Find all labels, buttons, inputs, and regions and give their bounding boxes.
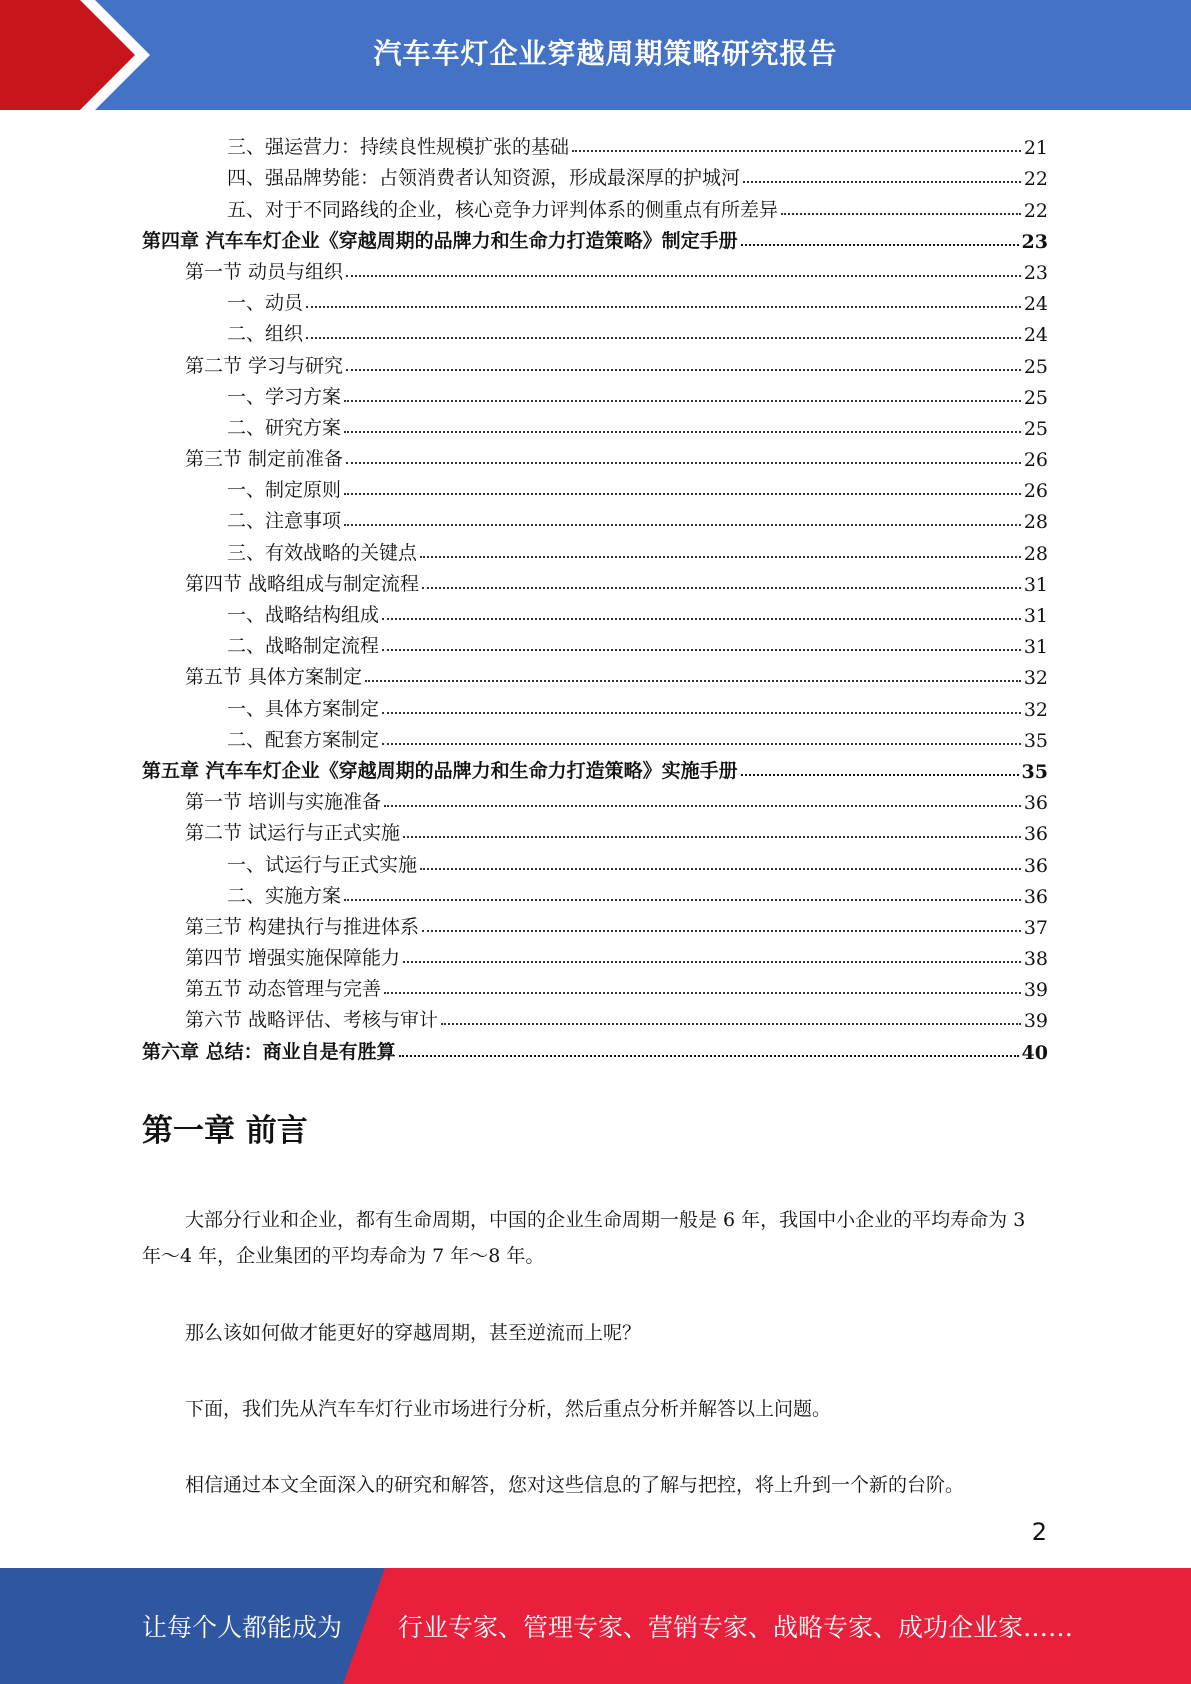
toc-dot-leader (382, 743, 1021, 745)
toc-entry-page: 31 (1023, 605, 1048, 627)
chapter-heading: 第一章 前言 (142, 1113, 308, 1149)
toc-entry-title: 四、强品牌势能：占领消费者认知资源，形成最深厚的护城河 (227, 167, 741, 190)
toc-dot-leader (384, 805, 1021, 807)
toc-entry[interactable] (142, 908, 1048, 939)
toc-entry-title: 第六节 战略评估、考核与审计 (185, 1009, 439, 1032)
toc-entry-page: 24 (1023, 324, 1048, 347)
report-title: 汽车车灯企业穿越周期策略研究报告 (373, 37, 838, 70)
toc-entry[interactable] (142, 284, 1048, 315)
toc-entry[interactable] (142, 471, 1048, 502)
toc-entry-page: 36 (1023, 885, 1048, 908)
toc-entry[interactable] (142, 502, 1048, 533)
toc-dot-leader (344, 493, 1021, 495)
toc-entry-title: 第一节 动员与组织 (185, 260, 344, 283)
intro-paragraph-4: 相信通过本文全面深入的研究和解答，您对这些信息的了解与把控，将上升到一个新的台阶。 (185, 1474, 965, 1496)
toc-entry-page: 37 (1023, 916, 1048, 939)
toc-entry-page: 31 (1023, 573, 1048, 596)
intro-paragraph-1: 大部分行业和企业，都有生命周期，中国的企业生命周期一般是 6 年，我国中小企业的平均寿命为 3 年～4 年，企业集团的平均寿命为 7 年～8 年。 (142, 1209, 1026, 1267)
toc-entry-page: 25 (1023, 386, 1048, 409)
toc-entry-page: 39 (1023, 1010, 1048, 1033)
toc-entry-page: 24 (1023, 293, 1048, 316)
toc-entry-page: 32 (1023, 667, 1048, 690)
toc-dot-leader (403, 836, 1021, 838)
toc-dot-leader (422, 930, 1021, 932)
toc-entry[interactable] (142, 346, 1048, 377)
toc-entry[interactable] (142, 877, 1048, 908)
toc-entry[interactable] (142, 596, 1048, 627)
toc-dot-leader (781, 213, 1021, 215)
toc-entry[interactable] (142, 409, 1048, 440)
page-footer (0, 1568, 1191, 1684)
page-header (0, 0, 1191, 110)
toc-entry-page: 36 (1023, 792, 1048, 815)
toc-entry[interactable] (142, 565, 1048, 596)
toc-dot-leader (344, 524, 1021, 526)
toc-entry-page: 28 (1023, 511, 1048, 534)
toc-entry[interactable] (142, 190, 1048, 221)
toc-entry[interactable] (142, 627, 1048, 658)
toc-entry-page: 21 (1023, 137, 1048, 160)
toc-entry-page: 23 (1023, 261, 1048, 284)
toc-entry-title: 第四节 增强实施保障能力 (185, 947, 401, 970)
toc-entry-title: 第三节 制定前准备 (185, 448, 344, 471)
toc-entry-page: 23 (1021, 230, 1048, 253)
toc-dot-leader (422, 587, 1021, 589)
toc-entry-title: 三、有效战略的关键点 (227, 541, 418, 564)
toc-entry-title: 二、战略制定流程 (227, 635, 380, 658)
toc-entry-title: 三、强运营力：持续良性规模扩张的基础 (227, 136, 570, 159)
toc-entry[interactable] (142, 752, 1048, 783)
toc-dot-leader (572, 150, 1021, 152)
toc-entry[interactable] (142, 440, 1048, 471)
toc-entry-title: 一、战略结构组成 (227, 604, 380, 626)
toc-entry-title: 第五节 动态管理与完善 (185, 978, 382, 1001)
toc-entry-title: 二、配套方案制定 (227, 728, 380, 751)
toc-dot-leader (306, 337, 1021, 339)
toc-entry-page: 25 (1023, 417, 1048, 440)
toc-dot-leader (306, 306, 1021, 308)
toc-dot-leader (403, 961, 1021, 963)
toc-entry-title: 一、学习方案 (227, 385, 342, 408)
toc-dot-leader (344, 431, 1021, 433)
toc-entry-title: 第四节 战略组成与制定流程 (185, 572, 420, 595)
toc-dot-leader (441, 1023, 1021, 1025)
toc-entry-title: 第五节 具体方案制定 (185, 666, 363, 689)
toc-entry-title: 一、具体方案制定 (227, 697, 380, 720)
toc-dot-leader (741, 774, 1019, 776)
toc-entry-title: 第二节 试运行与正式实施 (185, 822, 401, 845)
toc-entry-page: 36 (1023, 823, 1048, 846)
footer-slogan-right: 行业专家、管理专家、营销专家、战略专家、成功企业家…… (398, 1613, 1074, 1642)
toc-entry-title: 第二节 学习与研究 (185, 354, 344, 377)
toc-entry[interactable] (142, 315, 1048, 346)
toc-entry[interactable] (142, 658, 1048, 689)
toc-entry-page: 36 (1023, 854, 1048, 877)
toc-dot-leader (382, 712, 1021, 714)
toc-entry[interactable] (142, 533, 1048, 564)
toc-dot-leader (399, 1055, 1019, 1057)
toc-entry[interactable] (142, 845, 1048, 876)
toc-dot-leader (743, 181, 1021, 183)
page-number: 2 (1031, 1518, 1047, 1546)
toc-entry-title: 二、实施方案 (227, 884, 342, 907)
toc-entry[interactable] (142, 783, 1048, 814)
toc-entry-page: 35 (1021, 760, 1048, 783)
toc-entry-page: 31 (1023, 636, 1048, 659)
toc-entry[interactable] (142, 1032, 1048, 1063)
toc-entry-title: 第六章 总结：商业自是有胜算 (142, 1040, 396, 1063)
toc-entry-title: 一、动员 (227, 292, 304, 315)
footer-slogan-left: 让每个人都能成为 (142, 1613, 343, 1642)
intro-paragraph-3: 下面，我们先从汽车车灯行业市场进行分析，然后重点分析并解答以上问题。 (185, 1398, 832, 1420)
toc-dot-leader (382, 649, 1021, 651)
table-of-contents (142, 128, 1048, 1064)
toc-entry-title: 第三节 构建执行与推进体系 (185, 915, 420, 938)
toc-entry[interactable] (142, 222, 1048, 253)
toc-entry-page: 28 (1023, 542, 1048, 565)
toc-dot-leader (346, 275, 1021, 277)
toc-entry-page: 39 (1023, 979, 1048, 1002)
toc-entry-title: 一、试运行与正式实施 (227, 853, 418, 876)
toc-entry-title: 一、制定原则 (227, 479, 342, 502)
toc-entry-page: 22 (1023, 199, 1048, 222)
toc-entry-page: 40 (1021, 1041, 1048, 1064)
toc-dot-leader (382, 618, 1021, 620)
intro-paragraph-2: 那么该如何做才能更好的穿越周期，甚至逆流而上呢？ (185, 1322, 642, 1344)
toc-entry[interactable] (142, 721, 1048, 752)
toc-dot-leader (344, 899, 1021, 901)
toc-entry[interactable] (142, 253, 1048, 284)
toc-entry[interactable] (142, 1001, 1048, 1032)
toc-dot-leader (420, 868, 1021, 870)
toc-dot-leader (420, 556, 1021, 558)
toc-entry-title: 五、对于不同路线的企业，核心竞争力评判体系的侧重点有所差异 (227, 198, 779, 221)
toc-entry-title: 第五章 汽车车灯企业《穿越周期的品牌力和生命力打造策略》实施手册 (142, 759, 738, 782)
toc-entry[interactable] (142, 970, 1048, 1001)
toc-entry-title: 第一节 培训与实施准备 (185, 791, 382, 814)
toc-entry-title: 二、组织 (227, 323, 304, 346)
toc-dot-leader (384, 992, 1021, 994)
toc-entry-title: 二、研究方案 (227, 416, 342, 439)
toc-entry-page: 26 (1023, 480, 1048, 503)
toc-entry[interactable] (142, 814, 1048, 845)
toc-dot-leader (346, 369, 1021, 371)
toc-entry-page: 38 (1023, 948, 1048, 971)
toc-entry-title: 二、注意事项 (227, 510, 342, 533)
toc-dot-leader (365, 680, 1021, 682)
toc-entry-page: 26 (1023, 449, 1048, 472)
toc-entry-page: 22 (1023, 168, 1048, 191)
toc-entry[interactable] (142, 128, 1048, 159)
toc-dot-leader (344, 400, 1021, 402)
toc-entry[interactable] (142, 939, 1048, 970)
toc-entry-title: 第四章 汽车车灯企业《穿越周期的品牌力和生命力打造策略》制定手册 (142, 229, 738, 252)
toc-entry-page: 25 (1023, 355, 1048, 378)
toc-entry[interactable] (142, 159, 1048, 190)
toc-entry-page: 35 (1023, 729, 1048, 752)
toc-entry[interactable] (142, 378, 1048, 409)
toc-dot-leader (346, 462, 1021, 464)
toc-entry[interactable] (142, 689, 1048, 720)
toc-dot-leader (741, 244, 1019, 246)
toc-entry-page: 32 (1023, 698, 1048, 721)
